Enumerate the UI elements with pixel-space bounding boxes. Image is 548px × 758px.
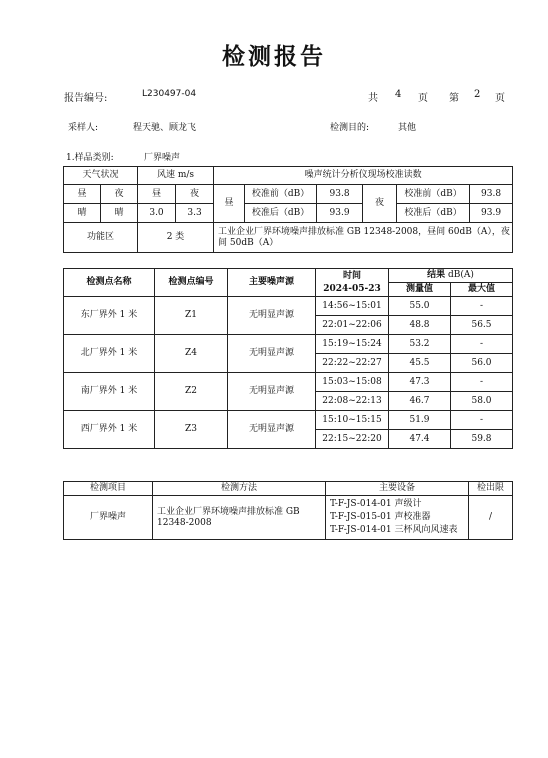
time-night: 22:15~22:20 (316, 430, 389, 449)
methods-table (63, 481, 513, 540)
method-header: 检测方法 (153, 482, 326, 496)
noise-source: 无明显声源 (228, 373, 316, 411)
point-name: 南厂界外 1 米 (64, 373, 155, 411)
code-header: 检测点编号 (155, 269, 228, 297)
limit-value: / (469, 496, 513, 540)
noise-source: 无明显声源 (228, 411, 316, 449)
zone-value: 2 类 (138, 223, 214, 253)
noise-source: 无明显声源 (228, 335, 316, 373)
source-header: 主要噪声源 (228, 269, 316, 297)
measured-day: 53.2 (389, 335, 451, 354)
wind-day-header: 昼 (138, 185, 176, 204)
sampler-value: 程天驰、顾龙飞 (133, 123, 197, 133)
point-code: Z4 (155, 335, 228, 373)
noise-source: 无明显声源 (228, 297, 316, 335)
item-header: 检测项目 (64, 482, 153, 496)
point-header: 检测点名称 (64, 269, 155, 297)
day-before-value: 93.8 (317, 185, 363, 204)
night-before-value: 93.8 (470, 185, 513, 204)
weather-calibration-table (63, 166, 513, 253)
noise-standard: 工业企业厂界环境噪声排放标准 GB 12348-2008，昼间 60dB（A），夜间 50dB（A） (214, 223, 513, 253)
day-after-value: 93.9 (317, 204, 363, 223)
result-header-label: 结果 (427, 270, 446, 281)
calib-night-label: 夜 (363, 185, 397, 223)
max-day: - (451, 335, 513, 354)
time-day: 15:19~15:24 (316, 335, 389, 354)
time-day: 15:03~15:08 (316, 373, 389, 392)
max-night: 56.0 (451, 354, 513, 373)
total-label-2: 页 (418, 93, 428, 104)
night-after-value: 93.9 (470, 204, 513, 223)
limit-header: 检出限 (469, 482, 513, 496)
wind-night-header: 夜 (176, 185, 214, 204)
time-day: 15:10~15:15 (316, 411, 389, 430)
weather-day-header: 昼 (64, 185, 101, 204)
report-no-value: L230497-04 (142, 89, 197, 99)
max-day: - (451, 411, 513, 430)
measured-day: 47.3 (389, 373, 451, 392)
purpose-label: 检测目的: (330, 123, 370, 133)
calibration-header: 噪声统计分析仪现场校准读数 (214, 167, 513, 185)
measured-night: 45.5 (389, 354, 451, 373)
item-value: 厂界噪声 (64, 496, 153, 540)
max-night: 56.5 (451, 316, 513, 335)
table-row (64, 335, 513, 354)
wind-day-value: 3.0 (138, 204, 176, 223)
weather-night-value: 晴 (101, 204, 138, 223)
equipment-header: 主要设备 (326, 482, 469, 496)
total-label-1: 共 (368, 93, 378, 104)
point-name: 东厂界外 1 米 (64, 297, 155, 335)
calib-day-label: 昼 (214, 185, 245, 223)
day-after-label: 校准后（dB） (245, 204, 317, 223)
result-header (389, 269, 513, 283)
page-label-2: 页 (495, 93, 505, 104)
point-name: 西厂界外 1 米 (64, 411, 155, 449)
zone-label: 功能区 (64, 223, 138, 253)
measured-header: 测量值 (389, 283, 451, 297)
report-no-label: 报告编号: (64, 93, 108, 104)
time-night: 22:08~22:13 (316, 392, 389, 411)
method-value: 工业企业厂界环境噪声排放标准 GB 12348-2008 (153, 496, 326, 540)
page-number: 2 (474, 89, 481, 100)
point-code: Z1 (155, 297, 228, 335)
measured-night: 46.7 (389, 392, 451, 411)
measured-day: 51.9 (389, 411, 451, 430)
wind-night-value: 3.3 (176, 204, 214, 223)
sample-type-value: 厂界噪声 (144, 153, 181, 163)
time-header: 时间 (316, 269, 389, 283)
time-night: 22:01~22:06 (316, 316, 389, 335)
results-table (63, 268, 513, 449)
measured-night: 47.4 (389, 430, 451, 449)
table-row (64, 411, 513, 430)
point-code: Z3 (155, 411, 228, 449)
max-header: 最大值 (451, 283, 513, 297)
measured-day: 55.0 (389, 297, 451, 316)
max-day: - (451, 297, 513, 316)
max-day: - (451, 373, 513, 392)
result-unit: dB(A) (448, 270, 474, 281)
max-night: 59.8 (451, 430, 513, 449)
page-label-1: 第 (449, 93, 459, 104)
weather-day-value: 晴 (64, 204, 101, 223)
night-before-label: 校准前（dB） (397, 185, 470, 204)
equipment-item: T-F-JS-014-01 声级计 (330, 498, 422, 509)
table-row (64, 373, 513, 392)
purpose-value: 其他 (398, 123, 417, 133)
page-title: 检测报告 (222, 43, 326, 70)
total-pages: 4 (395, 89, 402, 100)
wind-header: 风速 m/s (138, 167, 214, 185)
date-header: 2024-05-23 (316, 283, 389, 297)
day-before-label: 校准前（dB） (245, 185, 317, 204)
time-night: 22:22~22:27 (316, 354, 389, 373)
point-name: 北厂界外 1 米 (64, 335, 155, 373)
sampler-label: 采样人: (68, 123, 99, 133)
measured-night: 48.8 (389, 316, 451, 335)
equipment-item: T-F-JS-015-01 声校准器 (330, 511, 431, 522)
night-after-label: 校准后（dB） (397, 204, 470, 223)
weather-night-header: 夜 (101, 185, 138, 204)
sample-type-label: 1.样品类别: (66, 153, 114, 163)
equipment-item: T-F-JS-014-01 三杯风向风速表 (330, 525, 458, 536)
equipment-list (326, 496, 469, 540)
time-day: 14:56~15:01 (316, 297, 389, 316)
weather-header: 天气状况 (64, 167, 138, 185)
max-night: 58.0 (451, 392, 513, 411)
point-code: Z2 (155, 373, 228, 411)
table-row (64, 297, 513, 316)
